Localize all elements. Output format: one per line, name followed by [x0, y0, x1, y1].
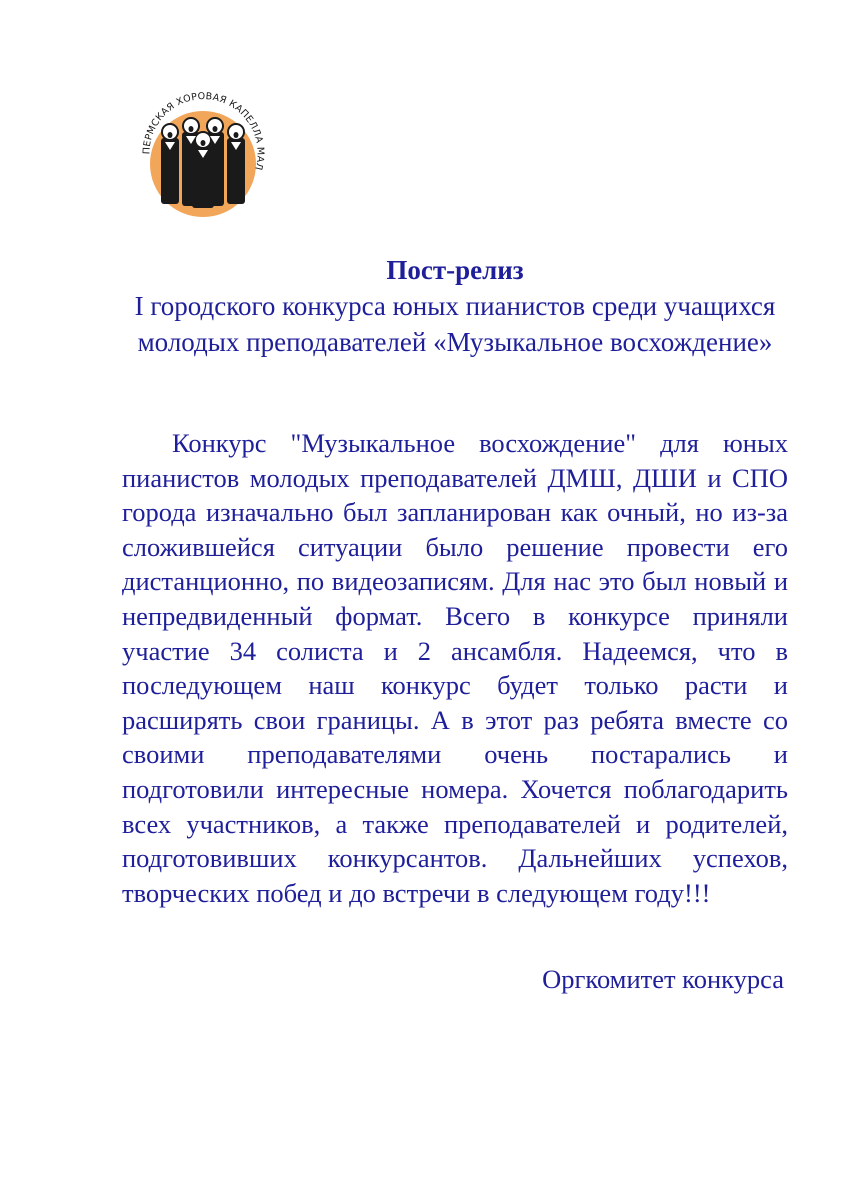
signature: Оргкомитет конкурса	[542, 964, 784, 994]
logo-arc-text: ПЕРМСКАЯ ХОРОВАЯ КАПЕЛЛА МАЛ	[141, 91, 266, 172]
choir-logo	[128, 76, 278, 226]
choir-logo-graphic	[128, 76, 278, 226]
document-heading	[110, 252, 800, 360]
page-title: Пост-релиз	[386, 255, 524, 285]
body-paragraph: Конкурс "Музыкальное восхождение" для юных пианистов молодых преподавателей ДМШ, ДШИ и СПО города изначально был запланирован как очный, но из-за сложившейся ситуации было решение провести его дистанционно, по видеозаписям. Для нас это был новый и непредвиденный формат. Всего в конкурсе приняли участие 34 солиста и 2 ансамбля. Надеемся, что в последующем наш конкурс будет только расти и расширять свои границы. А в этот раз ребята вместе со своими преподавателями очень постарались и подготовили интересные номера. Хочется поблагодарить всех участников, а также преподавателей и родителей, подготовивших конкурсантов. Дальнейших успехов, творческих побед и до встречи в следующем году!!!	[122, 428, 788, 908]
page-subtitle: I городского конкурса юных пианистов среди учащихся молодых преподавателей «Музыкальное восхождение»	[134, 291, 776, 357]
